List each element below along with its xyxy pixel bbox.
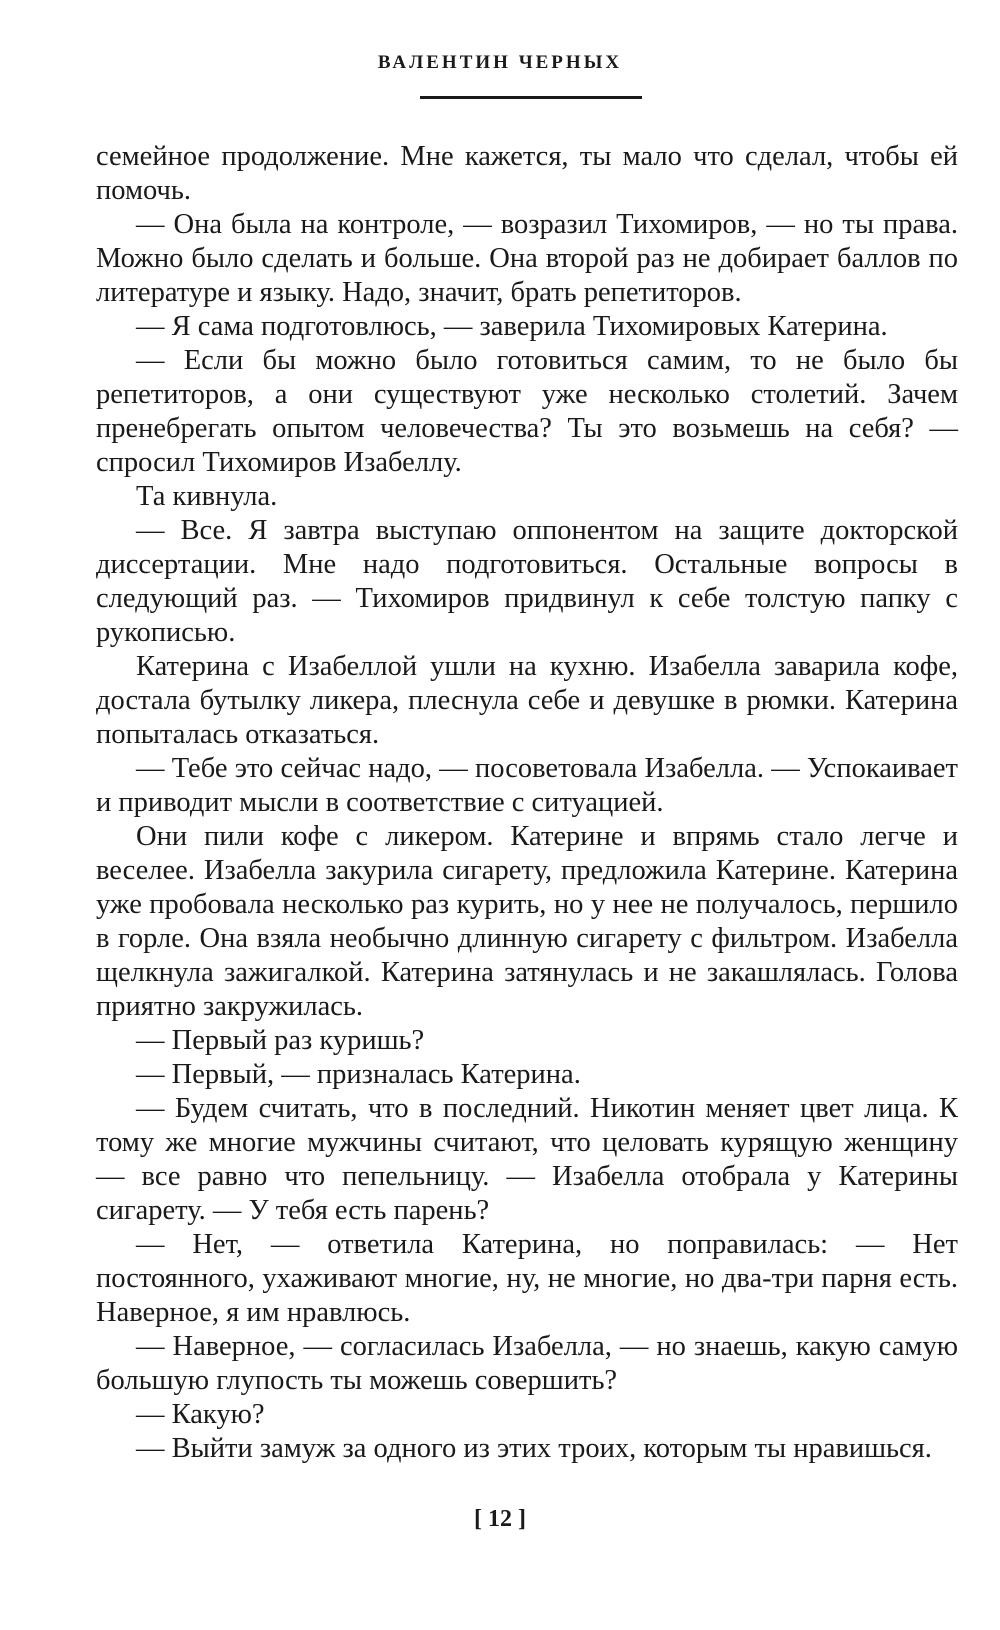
paragraph: — Нет, — ответила Катерина, но поправилась: — Нет постоянного, ухаживают многие, ну, не многие, но два-три парня есть. Наверное, я им нравлюсь.	[96, 1229, 958, 1328]
paragraph: — Я сама подготовлюсь, — заверила Тихомировых Катерина.	[136, 311, 888, 342]
paragraph: — Какую?	[136, 1399, 265, 1430]
paragraph: Катерина с Изабеллой ушли на кухню. Изабелла заварила кофе, достала бутылку ликера, плеснула себе и девушке в рюмки. Катерина попыталась отказаться.	[96, 651, 958, 750]
paragraph: — Тебе это сейчас надо, — посоветовала Изабелла. — Успокаивает и приводит мысли в соответствие с ситуацией.	[96, 753, 958, 818]
paragraph: Они пили кофе с ликером. Катерине и впрямь стало легче и веселее. Изабелла закурила сигарету, предложила Катерине. Катерина уже пробовала несколько раз курить, но у нее не получалось, першило в горле. Она взяла необычно длинную сигарету с фильтром. Изабелла щелкнула зажигалкой. Катерина затянулась и не закашлялась. Голова приятно закружилась.	[96, 821, 958, 1022]
paragraph: — Она была на контроле, — возразил Тихомиров, — но ты права. Можно было сделать и больше. Она второй раз не добирает баллов по литературе и языку. Надо, значит, брать репетиторов.	[96, 209, 958, 308]
page-number: [ 12 ]	[474, 1506, 526, 1532]
running-head-author: ВАЛЕНТИН ЧЕРНЫХ	[377, 52, 623, 73]
paragraph: — Первый раз куришь?	[136, 1025, 425, 1056]
paragraph: — Наверное, — согласилась Изабелла, — но знаешь, какую самую большую глупость ты можешь совершить?	[96, 1331, 958, 1396]
paragraph: — Если бы можно было готовиться самим, то не было бы репетиторов, а они существуют уже несколько столетий. Зачем пренебрегать опытом человечества? Ты это возьмешь на себя? — спросил Тихомиров Изабеллу.	[96, 345, 958, 478]
paragraph: Та кивнула.	[136, 481, 278, 512]
paragraph: — Первый, — призналась Катерина.	[136, 1059, 581, 1090]
header-rule	[420, 96, 642, 99]
paragraph: — Будем считать, что в последний. Никотин меняет цвет лица. К тому же многие мужчины считают, что целовать курящую женщину — все равно что пепельницу. — Изабелла отобрала у Катерины сигарету. — У тебя есть парень?	[96, 1093, 958, 1226]
paragraph: семейное продолжение. Мне кажется, ты мало что сделал, чтобы ей помочь.	[96, 141, 958, 206]
paragraph: — Все. Я завтра выступаю оппонентом на защите докторской диссертации. Мне надо подготовиться. Остальные вопросы в следующий раз. — Тихомиров придвинул к себе толстую папку с рукописью.	[96, 515, 958, 648]
paragraph: — Выйти замуж за одного из этих троих, которым ты нравишься.	[136, 1433, 932, 1464]
body-text	[96, 140, 958, 1466]
